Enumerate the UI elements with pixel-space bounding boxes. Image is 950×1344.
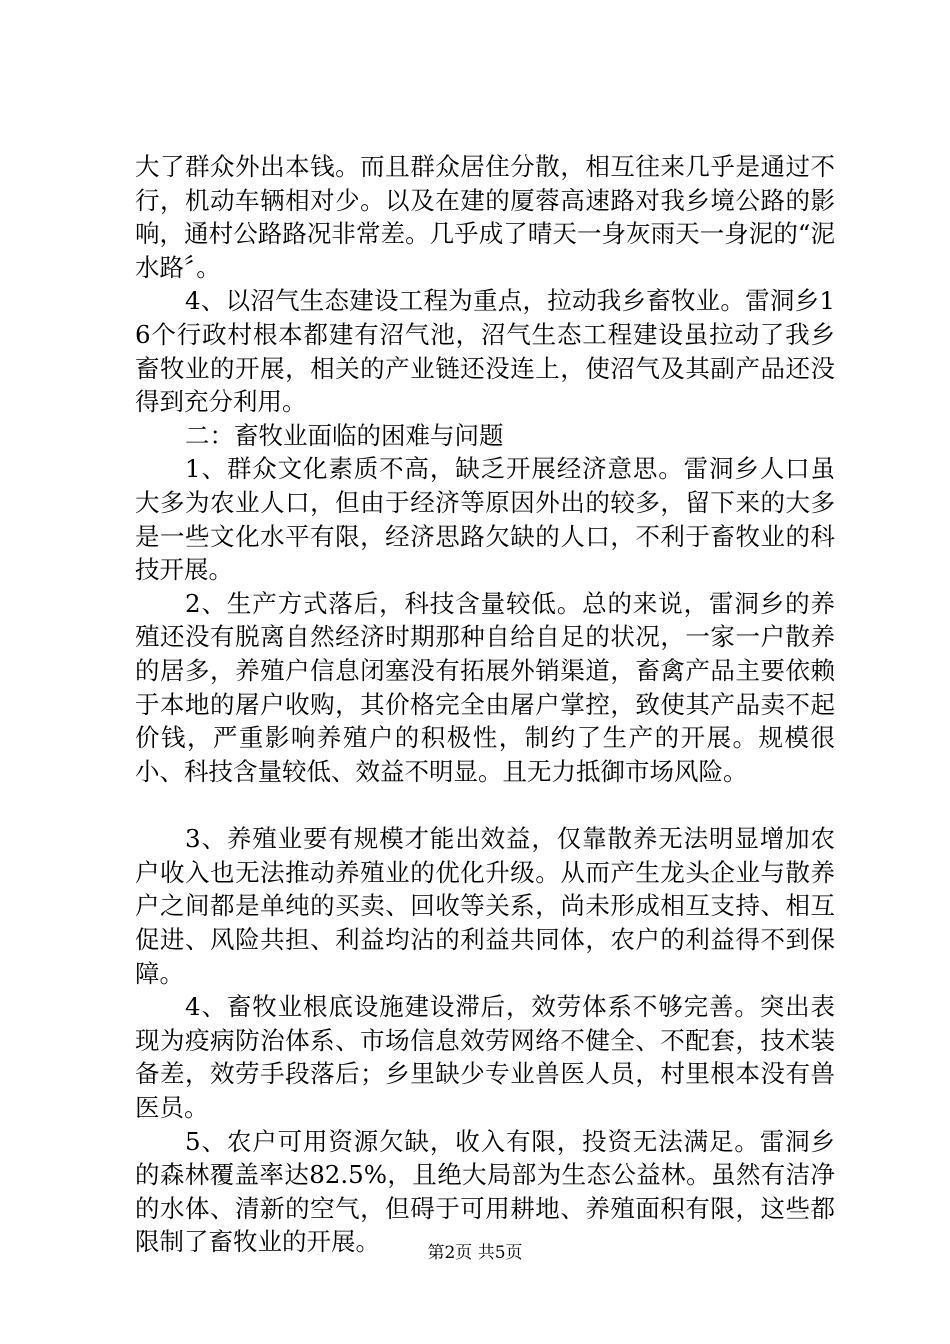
paragraph-continuation: 大了群众外出本钱。而且群众居住分散，相互往来几乎是通过不行，机动车辆相对少。以及在建的厦蓉高速路对我乡境公路的影响，通村公路路况非常差。几乎成了晴天一身灰雨天一身泥的“泥水路〞。 xyxy=(135,152,835,282)
paragraph-problem-2: 2、生产方式落后，科技含量较低。总的来说，雷洞乡的养殖还没有脱离自然经济时期那种自给自足的状况，一家一户散养的居多，养殖户信息闭塞没有拓展外销渠道，畜禽产品主要依赖于本地的屠户收购，其价格完全由屠户掌控，致使其产品卖不起价钱，严重影响养殖户的积极性，制约了生产的开展。规模很小、科技含量较低、效益不明显。且无力抵御市场风险。 xyxy=(135,588,835,786)
paragraph-problem-5: 5、农户可用资源欠缺，收入有限，投资无法满足。雷洞乡的森林覆盖率达82.5%，且绝大局部为生态公益林。虽然有洁净的水体、清新的空气，但碍于可用耕地、养殖面积有限，这些都限制了畜牧业的开展。 xyxy=(135,1126,835,1257)
paragraph-biogas: 4、以沼气生态建设工程为重点，拉动我乡畜牧业。雷洞乡16个行政村根本都建有沼气池，沼气生态工程建设虽拉动了我乡畜牧业的开展，相关的产业链还没连上，使沼气及其副产品还没得到充分利用。 xyxy=(135,286,835,417)
paragraph-problem-3: 3、养殖业要有规模才能出效益，仅靠散养无法明显增加农户收入也无法推动养殖业的优化升级。从而产生龙头企业与散养户之间都是单纯的买卖、回收等关系，尚未形成相互支持、相互促进、风险共担、利益均沾的利益共同体，农户的利益得不到保障。 xyxy=(135,824,835,988)
paragraph-problem-4: 4、畜牧业根底设施建设滞后，效劳体系不够完善。突出表现为疫病防治体系、市场信息效劳网络不健全、不配套，技术装备差，效劳手段落后；乡里缺少专业兽医人员，村里根本没有兽医员。 xyxy=(135,992,835,1123)
document-body xyxy=(135,150,835,1259)
section-heading-problems: 二：畜牧业面临的困难与问题 xyxy=(185,420,504,450)
page-number-footer: 第2页 共5页 xyxy=(427,1243,523,1263)
paragraph-problem-1: 1、群众文化素质不高，缺乏开展经济意思。雷洞乡人口虽大多为农业人口，但由于经济等原因外出的较多，留下来的大多是一些文化水平有限，经济思路欠缺的人口，不利于畜牧业的科技开展。 xyxy=(135,454,835,585)
paragraph-spacer xyxy=(135,788,835,822)
